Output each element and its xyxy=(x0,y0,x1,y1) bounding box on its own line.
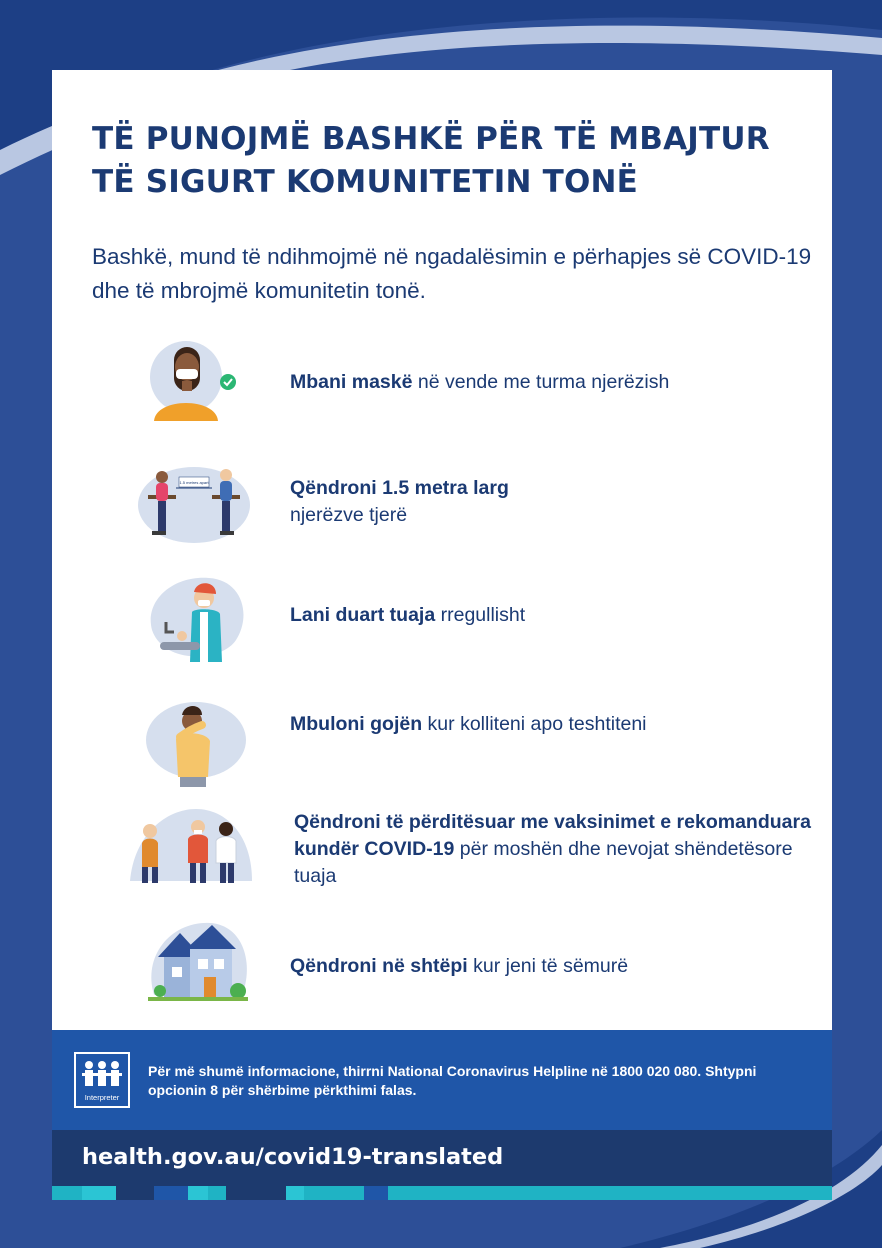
tip-cough-text xyxy=(290,711,810,738)
tip-stay-home-text xyxy=(290,953,810,980)
tip-cough-bold: Mbuloni gojën xyxy=(290,713,423,735)
tip-mask-bold: Mbani maskë xyxy=(290,371,413,393)
vaccination-icon xyxy=(126,805,256,905)
tip-cough xyxy=(52,695,832,795)
tip-handwash xyxy=(52,570,832,670)
interpreter-people-icon xyxy=(76,1058,128,1092)
distancing-sign-text: 1.5 metres apart xyxy=(179,480,209,485)
color-stripe xyxy=(52,1186,832,1200)
mask-woman-icon xyxy=(124,335,264,435)
interpreter-logo xyxy=(74,1052,130,1108)
tip-distance-text xyxy=(290,475,810,529)
tip-vaccination xyxy=(52,805,832,905)
tip-vaccination-text xyxy=(294,809,814,890)
distancing-icon xyxy=(124,455,264,555)
interpreter-label: Interpreter xyxy=(84,1093,120,1102)
tip-vaccination-bold: Qëndroni të përditësuar me vaksinimet e rekomanduara kundër COVID-19 xyxy=(294,811,811,860)
helpline-footer xyxy=(52,1030,832,1130)
tip-stay-home-bold: Qëndroni në shtëpi xyxy=(290,955,468,977)
tip-distance xyxy=(52,455,832,555)
content-card xyxy=(52,70,832,1030)
website-link[interactable]: health.gov.au/covid19-translated xyxy=(82,1144,504,1170)
handwashing-icon xyxy=(124,570,264,670)
tip-mask xyxy=(52,335,832,435)
url-bar xyxy=(52,1130,832,1186)
tip-stay-home-rest: kur jeni të sëmurë xyxy=(467,955,629,977)
tip-distance-bold: Qëndroni 1.5 metra larg xyxy=(290,477,509,499)
tip-stay-home xyxy=(52,915,832,1015)
page-title: TË PUNOJMË BASHKË PËR TË MBAJTUR TË SIGURT KOMUNITETIN TONË xyxy=(92,121,770,200)
tip-handwash-rest: rregullisht xyxy=(435,604,526,626)
helpline-text: Për më shumë informacione, thirrni National Coronavirus Helpline në 1800 020 080. Shtypni opcionin 8 për shërbime përkthimi falas. xyxy=(148,1063,757,1098)
intro-text: Bashkë, mund të ndihmojmë në ngadalësimin e përhapjes së COVID-19 dhe të mbrojmë komunitetin tonë. xyxy=(92,244,812,303)
tip-handwash-text xyxy=(290,602,810,629)
tip-cough-rest: kur kolliteni apo teshtiteni xyxy=(422,713,647,735)
tip-mask-text xyxy=(290,369,810,396)
house-icon xyxy=(124,915,264,1015)
tip-handwash-bold: Lani duart tuaja xyxy=(290,604,436,626)
cough-icon xyxy=(124,695,264,795)
tip-distance-rest: njerëzve tjerë xyxy=(290,504,408,526)
tip-mask-rest: në vende me turma njerëzish xyxy=(412,371,670,393)
tip-vaccination-rest: për moshën dhe nevojat shëndetësore tuaja xyxy=(294,838,793,887)
